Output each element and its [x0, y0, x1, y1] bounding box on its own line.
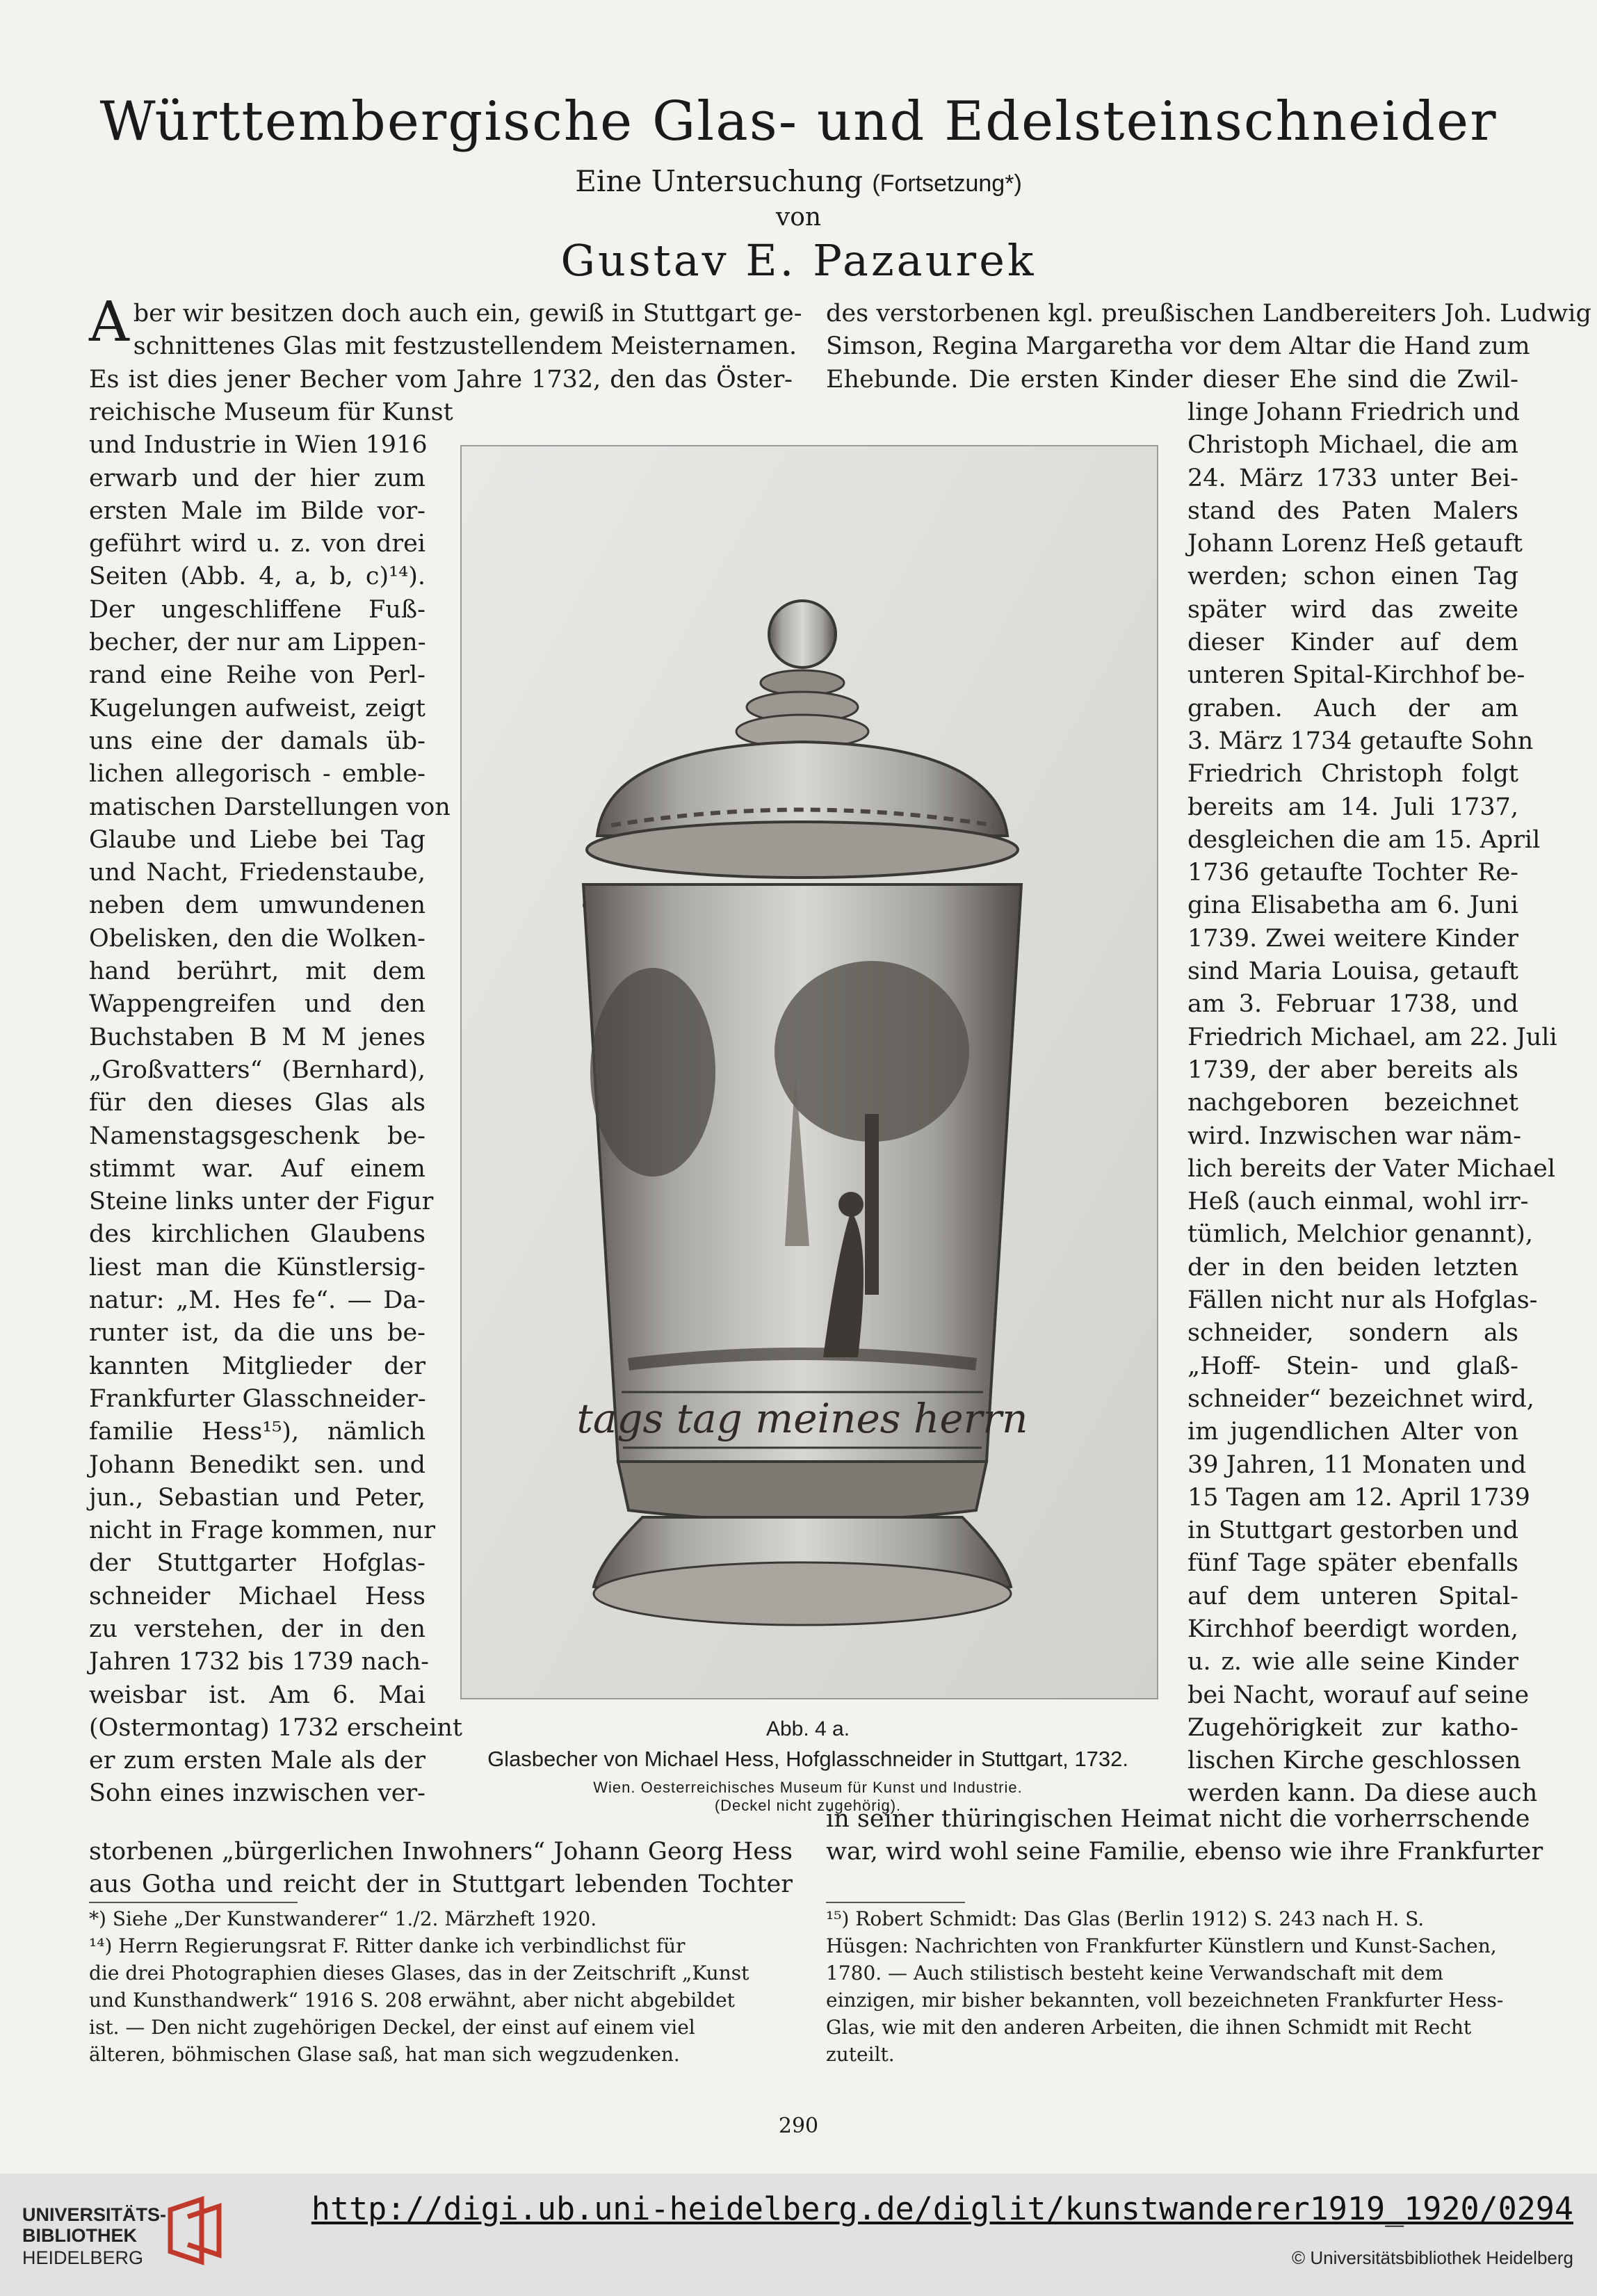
library-logo-line2: BIBLIOTHEK	[22, 2225, 137, 2246]
text-line: war, wird wohl seine Familie, ebenso wie ihre Frankfurter	[826, 1838, 1543, 1866]
text-line: Glaube und Liebe bei Tag	[89, 825, 425, 854]
text-line: Kugelungen aufweist, zeigt	[89, 694, 425, 722]
text-line: nachgeboren bezeichnet	[1187, 1089, 1518, 1117]
text-line: 15 Tagen am 12. April 1739	[1187, 1483, 1530, 1512]
goblet-inscription: tags tag meines herrn	[576, 1395, 1028, 1442]
text-line: Es ist dies jener Becher vom Jahre 1732, den das Öster-	[89, 365, 793, 394]
text-line: Buchstaben B M M jenes	[89, 1023, 425, 1051]
text-line: Simson, Regina Margaretha vor dem Altar die Hand zum	[826, 332, 1530, 361]
text-line: 1736 getaufte Tochter Re-	[1187, 859, 1518, 887]
text-line: werden; schon einen Tag	[1187, 563, 1518, 591]
text-line: nicht in Frage kommen, nur	[89, 1517, 436, 1545]
text-line: runter ist, da die uns be-	[89, 1319, 425, 1348]
text-line: und Nacht, Friedenstaube,	[89, 859, 425, 887]
text-line: „Großvatters“ (Bernhard),	[89, 1056, 425, 1084]
text-line: Der ungeschliffene Fuß-	[89, 595, 425, 624]
text-line: Obelisken, den die Wolken-	[89, 924, 425, 953]
right-column-top	[826, 298, 1591, 396]
text-line: liest man die Künstlersig-	[89, 1253, 425, 1282]
text-line: fünf Tage später ebenfalls	[1187, 1549, 1518, 1578]
text-line: 1780. — Auch stilistisch besteht keine Verwandschaft mit dem	[826, 1962, 1443, 1984]
text-line: stimmt war. Auf einem	[89, 1154, 425, 1183]
text-line: weisbar ist. Am 6. Mai	[89, 1681, 425, 1709]
text-line: und Kunsthandwerk“ 1916 S. 208 erwähnt, aber nicht abgebildet	[89, 1989, 735, 2012]
text-line: Fällen nicht nur als Hofglas-	[1187, 1286, 1538, 1315]
text-line: der Stuttgarter Hofglas-	[89, 1549, 425, 1578]
text-line: wird. Inzwischen war näm-	[1187, 1122, 1522, 1150]
text-line: des verstorbenen kgl. preußischen Landbereiters Joh. Ludwig	[826, 300, 1591, 328]
left-column-bottom	[89, 1836, 793, 1902]
text-line: Frankfurter Glasschneider-	[89, 1384, 426, 1413]
text-line: sind Maria Louisa, getauft	[1187, 957, 1518, 986]
text-line: ersten Male im Bilde vor-	[89, 496, 425, 525]
left-column-top	[89, 289, 802, 396]
text-line: zuteilt.	[826, 2043, 895, 2066]
text-line: becher, der nur am Lippen-	[89, 629, 426, 657]
footnotes-left	[89, 1905, 793, 2068]
footnote-rule-right	[826, 1902, 965, 1903]
text-line: 24. März 1733 unter Bei-	[1187, 464, 1518, 492]
text-line: schnittenes Glas mit festzustellendem Meisternamen.	[133, 332, 797, 361]
permalink-url[interactable]: http://digi.ub.uni-heidelberg.de/diglit/kunstwanderer1919_1920/0294	[311, 2190, 1573, 2227]
text-line: schneider, sondern als	[1187, 1319, 1518, 1348]
text-line: schneider“ bezeichnet wird,	[1187, 1384, 1534, 1413]
text-line: werden kann. Da diese auch	[1187, 1779, 1538, 1808]
text-line: zu verstehen, der in den	[89, 1615, 425, 1643]
left-column-narrow	[89, 396, 462, 1811]
text-line: rand eine Reihe von Perl-	[89, 661, 425, 690]
text-line: ber wir besitzen doch auch ein, gewiß in Stuttgart ge-	[133, 300, 802, 328]
text-line: Heß (auch einmal, wohl irr-	[1187, 1188, 1529, 1216]
text-line: lischen Kirche geschlossen	[1187, 1747, 1521, 1775]
text-line: 1739. Zwei weitere Kinder	[1187, 924, 1518, 953]
text-line: älteren, böhmischen Glase saß, hat man sich wegzudenken.	[89, 2043, 680, 2066]
text-line: neben dem umwundenen	[89, 891, 425, 920]
figure-caption: Glasbecher von Michael Hess, Hofglasschneider in Stuttgart, 1732.	[487, 1747, 1128, 1771]
subtitle-note: (Fortsetzung*)	[872, 170, 1022, 197]
text-line: hand berührt, mit dem	[89, 957, 425, 986]
text-line: lichen allegorisch - emble-	[89, 760, 425, 789]
text-line: graben. Auch der am	[1187, 694, 1518, 722]
text-line: Kirchhof beerdigt worden,	[1187, 1615, 1518, 1643]
text-line: Friedrich Michael, am 22. Juli	[1187, 1023, 1557, 1051]
text-line: des kirchlichen Glaubens	[89, 1220, 425, 1249]
text-line: reichische Museum für Kunst	[89, 398, 453, 426]
text-line: der in den beiden letzten	[1187, 1253, 1518, 1282]
text-line: er zum ersten Male als der	[89, 1747, 425, 1775]
text-line: u. z. wie alle seine Kinder	[1187, 1648, 1518, 1676]
text-line: tümlich, Melchior genannt),	[1187, 1220, 1534, 1249]
right-column-narrow	[1187, 396, 1557, 1811]
text-line: ist. — Den nicht zugehörigen Deckel, der einst auf einem viel	[89, 2016, 695, 2039]
text-line: erwarb und der hier zum	[89, 464, 425, 492]
page-number: 290	[778, 2114, 819, 2138]
text-line: Hüsgen: Nachrichten von Frankfurter Künstlern und Kunst-Sachen,	[826, 1934, 1497, 1957]
text-line: Seiten (Abb. 4, a, b, c)¹⁴).	[89, 563, 425, 591]
text-line: geführt wird u. z. von drei	[89, 530, 425, 558]
text-line: im jugendlichen Alter von	[1187, 1418, 1518, 1446]
text-line: für den dieses Glas als	[89, 1089, 425, 1117]
library-logo-line1: UNIVERSITÄTS-	[22, 2204, 167, 2225]
text-line: Wappengreifen und den	[89, 990, 425, 1019]
text-line: die drei Photographien dieses Glases, das in der Zeitschrift „Kunst	[89, 1962, 749, 1984]
text-line: dieser Kinder auf dem	[1187, 629, 1518, 657]
text-line: matischen Darstellungen von	[89, 793, 451, 821]
article-subtitle	[0, 164, 1597, 198]
text-line: Glas, wie mit den anderen Arbeiten, die ihnen Schmidt mit Recht	[826, 2016, 1472, 2039]
text-line: Namenstagsgeschenk be-	[89, 1122, 425, 1150]
author-name: Gustav E. Pazaurek	[560, 235, 1037, 286]
text-line: ¹⁴) Herrn Regierungsrat F. Ritter danke ich verbindlichst für	[89, 1934, 686, 1957]
text-line: in Stuttgart gestorben und	[1187, 1517, 1518, 1545]
text-line: (Ostermontag) 1732 erscheint	[89, 1713, 462, 1742]
text-line: schneider Michael Hess	[89, 1582, 425, 1610]
library-logo-line3: HEIDELBERG	[22, 2247, 144, 2268]
text-line: jun., Sebastian und Peter,	[89, 1483, 425, 1512]
text-line: desgleichen die am 15. April	[1187, 825, 1541, 854]
text-line: 3. März 1734 getaufte Sohn	[1187, 727, 1534, 755]
text-line: *) Siehe „Der Kunstwanderer“ 1./2. Märzheft 1920.	[89, 1907, 597, 1930]
drop-cap: A	[89, 289, 129, 354]
text-line: Christoph Michael, die am	[1187, 431, 1518, 460]
text-line: unteren Spital-Kirchhof be-	[1187, 661, 1525, 690]
text-line: Johann Lorenz Heß getauft	[1187, 530, 1523, 558]
article-title: Württembergische Glas- und Edelsteinschneider	[99, 90, 1498, 153]
text-line: Ehebunde. Die ersten Kinder dieser Ehe sind die Zwil-	[826, 365, 1518, 394]
text-line: in seiner thüringischen Heimat nicht die vorherrschende	[826, 1805, 1530, 1833]
text-line: Steine links unter der Figur	[89, 1188, 434, 1216]
text-line: kannten Mitglieder der	[89, 1352, 425, 1380]
library-logo-icon	[163, 2196, 226, 2265]
text-line: stand des Paten Malers	[1187, 496, 1518, 525]
footnotes-right	[826, 1905, 1518, 2068]
text-line: und Industrie in Wien 1916	[89, 431, 428, 460]
text-line: Johann Benedikt sen. und	[89, 1450, 425, 1479]
figure-note: (Deckel nicht zugehörig).	[714, 1797, 902, 1814]
figure-label: Abb. 4 a.	[765, 1717, 850, 1740]
text-line: bereits am 14. Juli 1737,	[1187, 793, 1518, 821]
figure-photograph	[460, 445, 1158, 1699]
text-line: linge Johann Friedrich und	[1187, 398, 1520, 426]
text-line: storbenen „bürgerlichen Inwohners“ Johann Georg Hess	[89, 1838, 793, 1866]
text-line: familie Hess¹⁵), nämlich	[89, 1418, 425, 1446]
text-line: ¹⁵) Robert Schmidt: Das Glas (Berlin 1912) S. 243 nach H. S.	[826, 1907, 1425, 1930]
byline-von: von	[775, 203, 822, 232]
text-line: uns eine der damals üb-	[89, 727, 425, 755]
lid-knob	[769, 601, 836, 668]
footnote-rule-left	[89, 1902, 298, 1903]
text-line: Sohn eines inzwischen ver-	[89, 1779, 425, 1808]
text-line: Friedrich Christoph folgt	[1187, 760, 1518, 789]
text-line: aus Gotha und reicht der in Stuttgart lebenden Tochter	[89, 1870, 793, 1899]
text-line: Zugehörigkeit zur katho-	[1187, 1713, 1518, 1742]
text-line: „Hoff- Stein- und glaß-	[1187, 1352, 1518, 1380]
text-line: auf dem unteren Spital-	[1187, 1582, 1518, 1610]
figure-source: Wien. Oesterreichisches Museum für Kunst und Industrie.	[593, 1779, 1023, 1796]
text-line: einzigen, mir bisher bekannten, voll bezeichneten Frankfurter Hess-	[826, 1989, 1504, 2012]
copyright-notice: © Universitätsbibliothek Heidelberg	[1291, 2247, 1573, 2268]
text-line: am 3. Februar 1738, und	[1187, 990, 1518, 1019]
text-line: lich bereits der Vater Michael	[1187, 1154, 1556, 1183]
subtitle-text: Eine Untersuchung	[575, 164, 863, 198]
text-line: natur: „M. Hes fe“. — Da-	[89, 1286, 425, 1315]
text-line: Jahren 1732 bis 1739 nach-	[89, 1648, 430, 1676]
text-line: 1739, der aber bereits als	[1187, 1056, 1518, 1084]
text-line: bei Nacht, worauf auf seine	[1187, 1681, 1530, 1709]
text-line: gina Elisabetha am 6. Juni	[1187, 891, 1518, 920]
text-line: später wird das zweite	[1187, 595, 1518, 624]
glass-goblet-image	[462, 446, 1157, 1698]
text-line: 39 Jahren, 11 Monaten und	[1187, 1450, 1527, 1479]
